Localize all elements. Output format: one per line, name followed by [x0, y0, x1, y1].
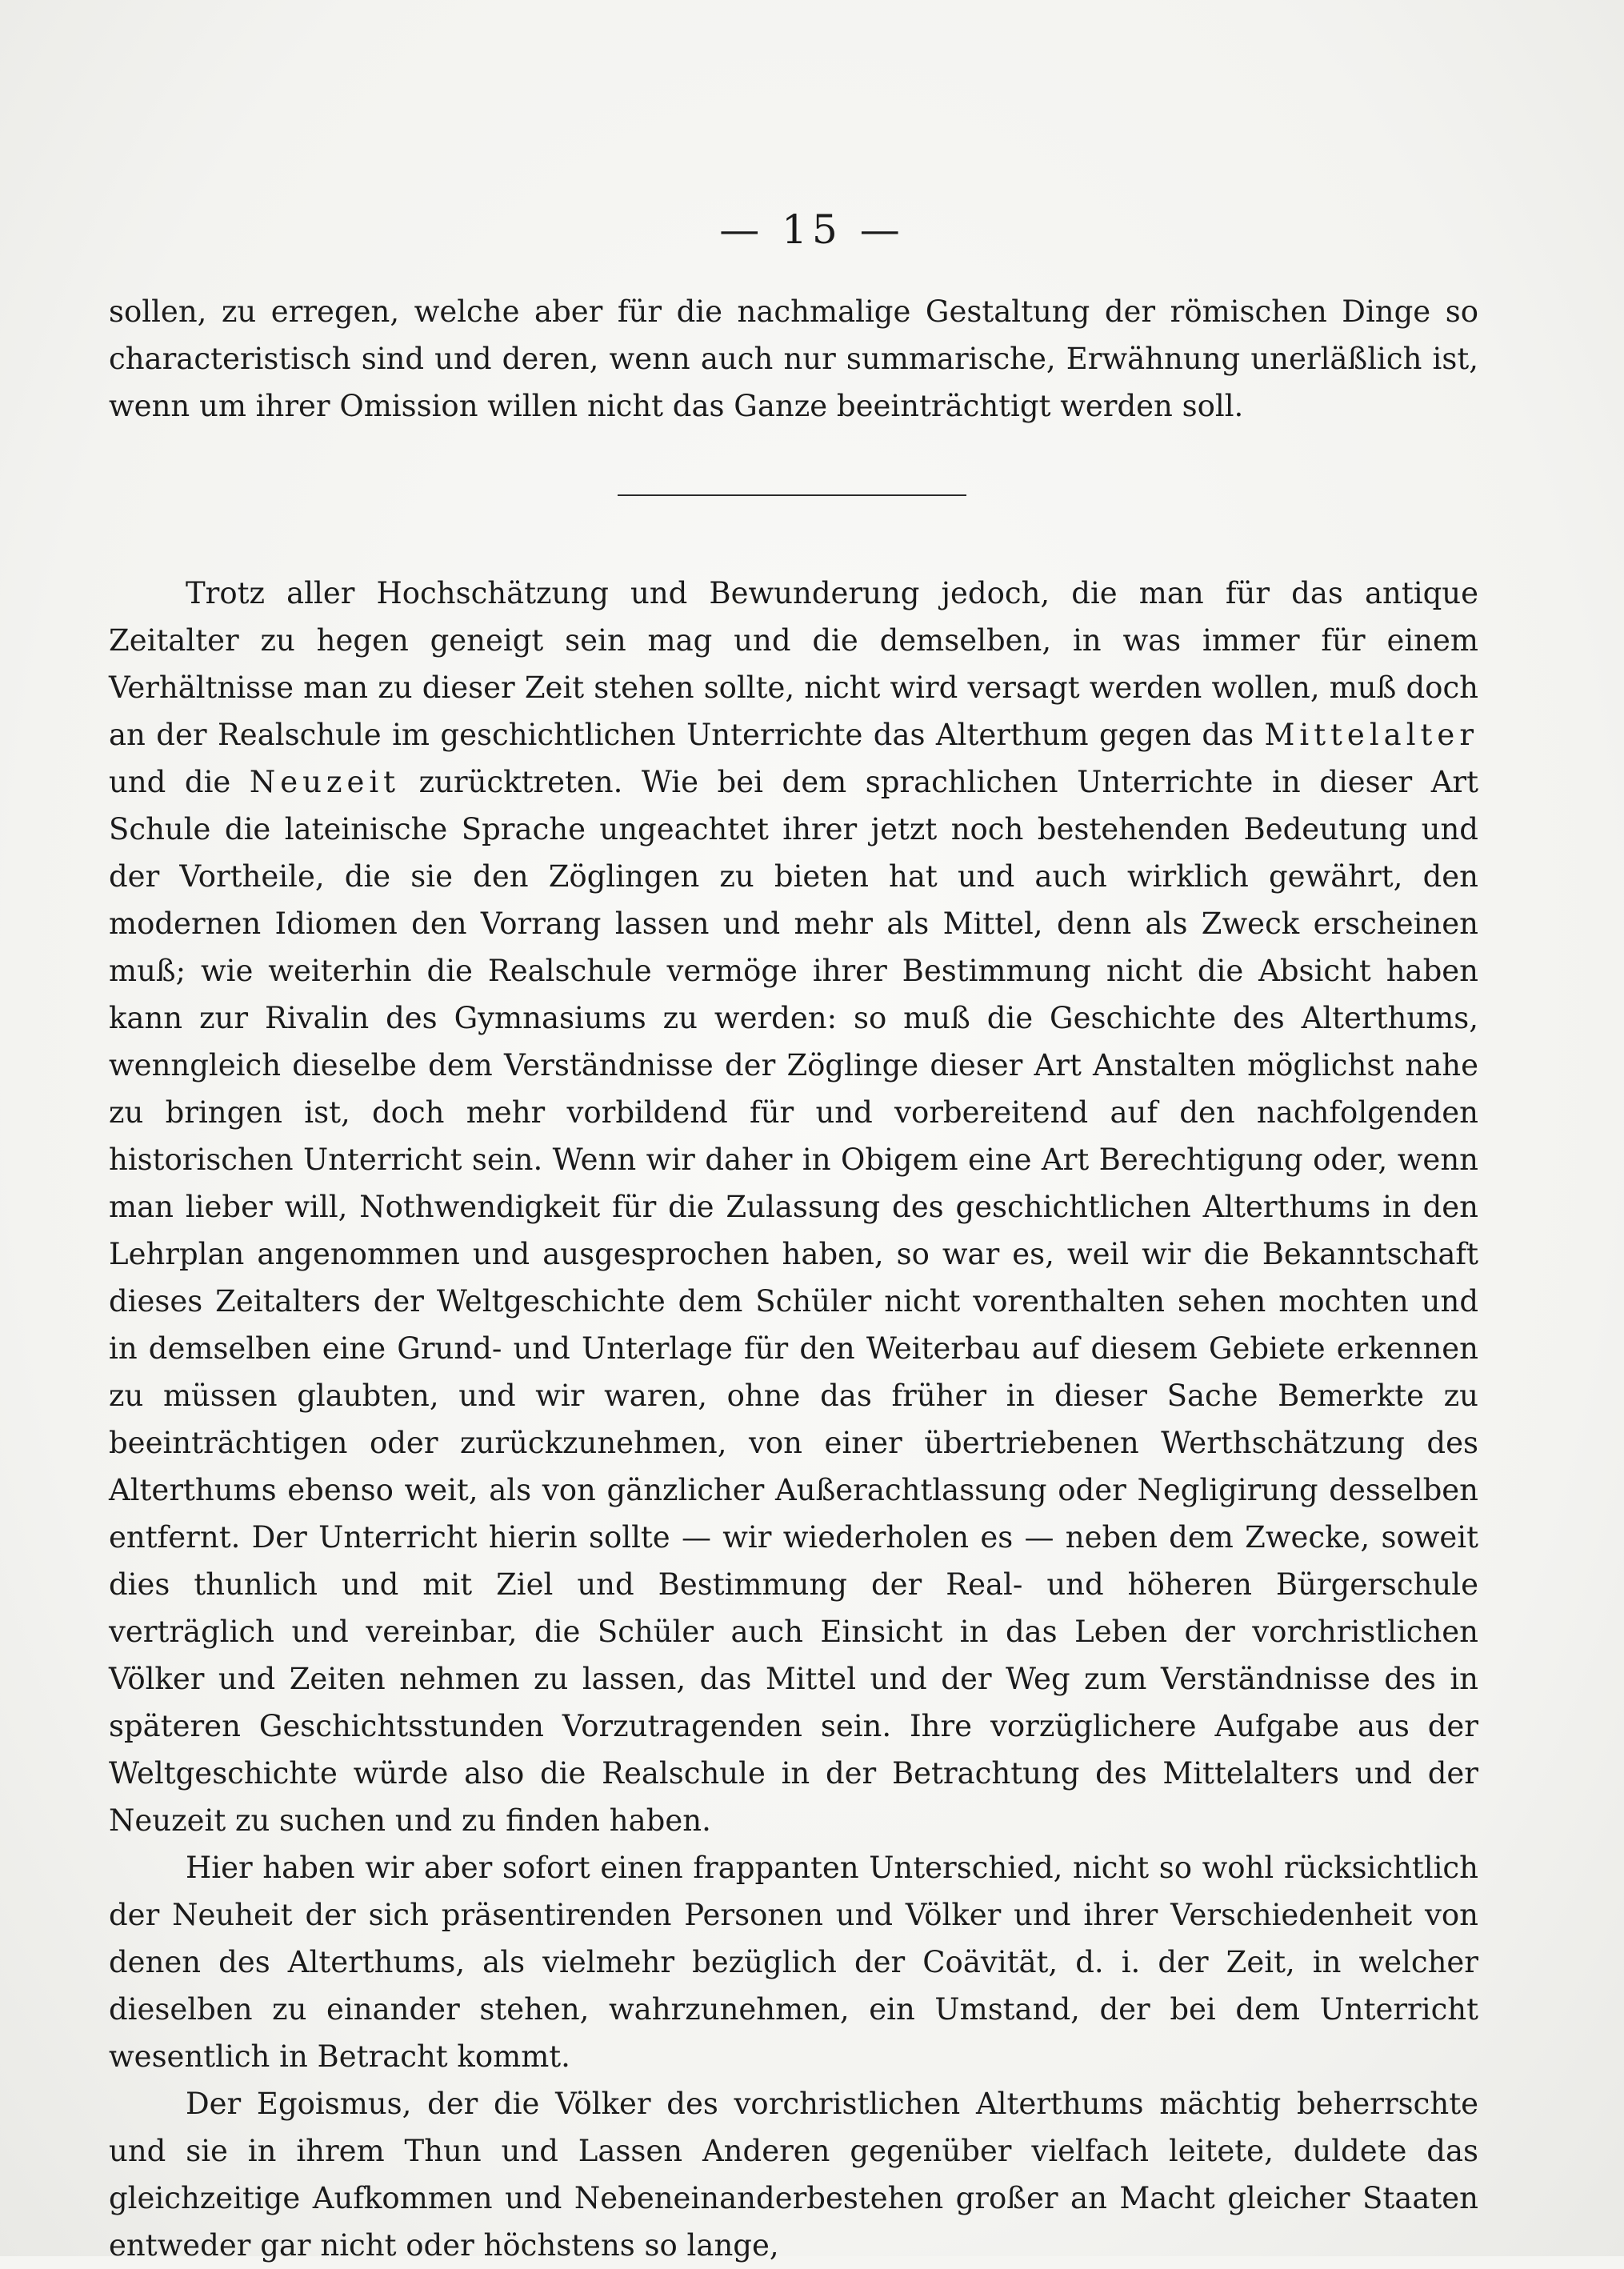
page-number: — 15 — [719, 206, 905, 253]
paragraph-1-part-a: Trotz aller Hochschätzung und Bewunderung jedoch, die man für das antique Zeitalter zu hegen geneigt sein mag und die demselben, in was immer für einem Verhältnisse man zu dieser Zeit stehen sollte, nicht wird versagt werden wollen, muß doch an der Realschule im geschichtlichen Unterrichte das Alterthum gegen das [109, 576, 1478, 752]
emphasis-mittelalter: Mittelalter [1264, 718, 1478, 752]
emphasis-neuzeit: Neuzeit [249, 765, 401, 799]
paragraph-3: Der Egoismus, der die Völker des vorchristlichen Alterthums mächtig beherrschte und sie in ihrem Thun und Lassen Anderen gegenüber vielfach leitete, duldete das gleichzeitige Aufkommen und Nebeneinanderbestehen großer an Macht gleicher Staaten entweder gar nicht oder höchstens so lange, [109, 2087, 1478, 2263]
paragraph-1-part-e: zurücktreten. Wie bei dem sprachlichen Unterrichte in dieser Art Schule die lateinische Sprache ungeachtet ihrer jetzt noch bestehenden Bedeutung und der Vortheile, die sie den Zöglingen zu bieten hat und auch wirklich gewährt, den modernen Idiomen den Vorrang lassen und mehr als Mittel, denn als Zweck erscheinen muß; wie weiterhin die Realschule vermöge ihrer Bestimmung nicht die Absicht haben kann zur Rivalin des Gymnasiums zu werden: so muß die Geschichte des Alterthums, wenngleich dieselbe dem Verständnisse der Zöglinge dieser Art Anstalten möglichst nahe zu bringen ist, doch mehr vorbildend für und vorbereitend auf den nachfolgenden historischen Unterricht sein. Wenn wir daher in Obigem eine Art Berechtigung oder, wenn man lieber will, Nothwendigkeit für die Zulassung des geschichtlichen Alterthums in den Lehrplan angenommen und ausgesprochen haben, so war es, weil wir die Bekanntschaft dieses Zeitalters der Weltgeschichte dem Schüler nicht vorenthalten sehen mochten und in demselben eine Grund- und Unterlage für den Weiterbau auf diesem Gebiete erkennen zu müssen glaubten, und wir waren, ohne das früher in dieser Sache Bemerkte zu beeinträchtigen oder zurückzunehmen, von einer übertriebenen Werthschätzung des Alterthums ebenso weit, als von gänzlicher Außerachtlassung oder Negligirung desselben entfernt. Der Unterricht hierin sollte — wir wiederholen es — neben dem Zwecke, soweit dies thunlich und mit Ziel und Bestimmung der Real- und höheren Bürgerschule verträglich und vereinbar, die Schüler auch Einsicht in das Leben der vorchristlichen Völker und Zeiten nehmen zu lassen, das Mittel und der Weg zum Verständnisse des in späteren Geschichtsstunden Vorzutragenden sein. Ihre vorzüglichere Aufgabe aus der Weltgeschichte würde also die Realschule in der Betrachtung des Mittelalters und der Neuzeit zu suchen und zu finden haben. [109, 765, 1478, 1838]
paragraph-1-part-c: und die [109, 765, 250, 799]
text-block-main [109, 570, 1478, 2269]
paragraph-continuation: sollen, zu erregen, welche aber für die nachmalige Gestaltung der römischen Dinge so characteristisch sind und deren, wenn auch nur summarische, Erwähnung unerläßlich ist, wenn um ihrer Omission willen nicht das Ganze beeinträchtigt werden soll. [109, 294, 1478, 423]
paragraph-2: Hier haben wir aber sofort einen frappanten Unterschied, nicht so wohl rücksichtlich der Neuheit der sich präsentirenden Personen und Völker und ihrer Verschiedenheit von denen des Alterthums, als vielmehr bezüglich der Coävität, d. i. der Zeit, in welcher dieselben zu einander stehen, wahrzunehmen, ein Umstand, der bei dem Unterricht wesentlich in Betracht kommt. [109, 1851, 1478, 2074]
section-divider [618, 494, 966, 496]
paragraph-1 [109, 570, 1478, 1844]
text-block-continuation [109, 288, 1478, 430]
